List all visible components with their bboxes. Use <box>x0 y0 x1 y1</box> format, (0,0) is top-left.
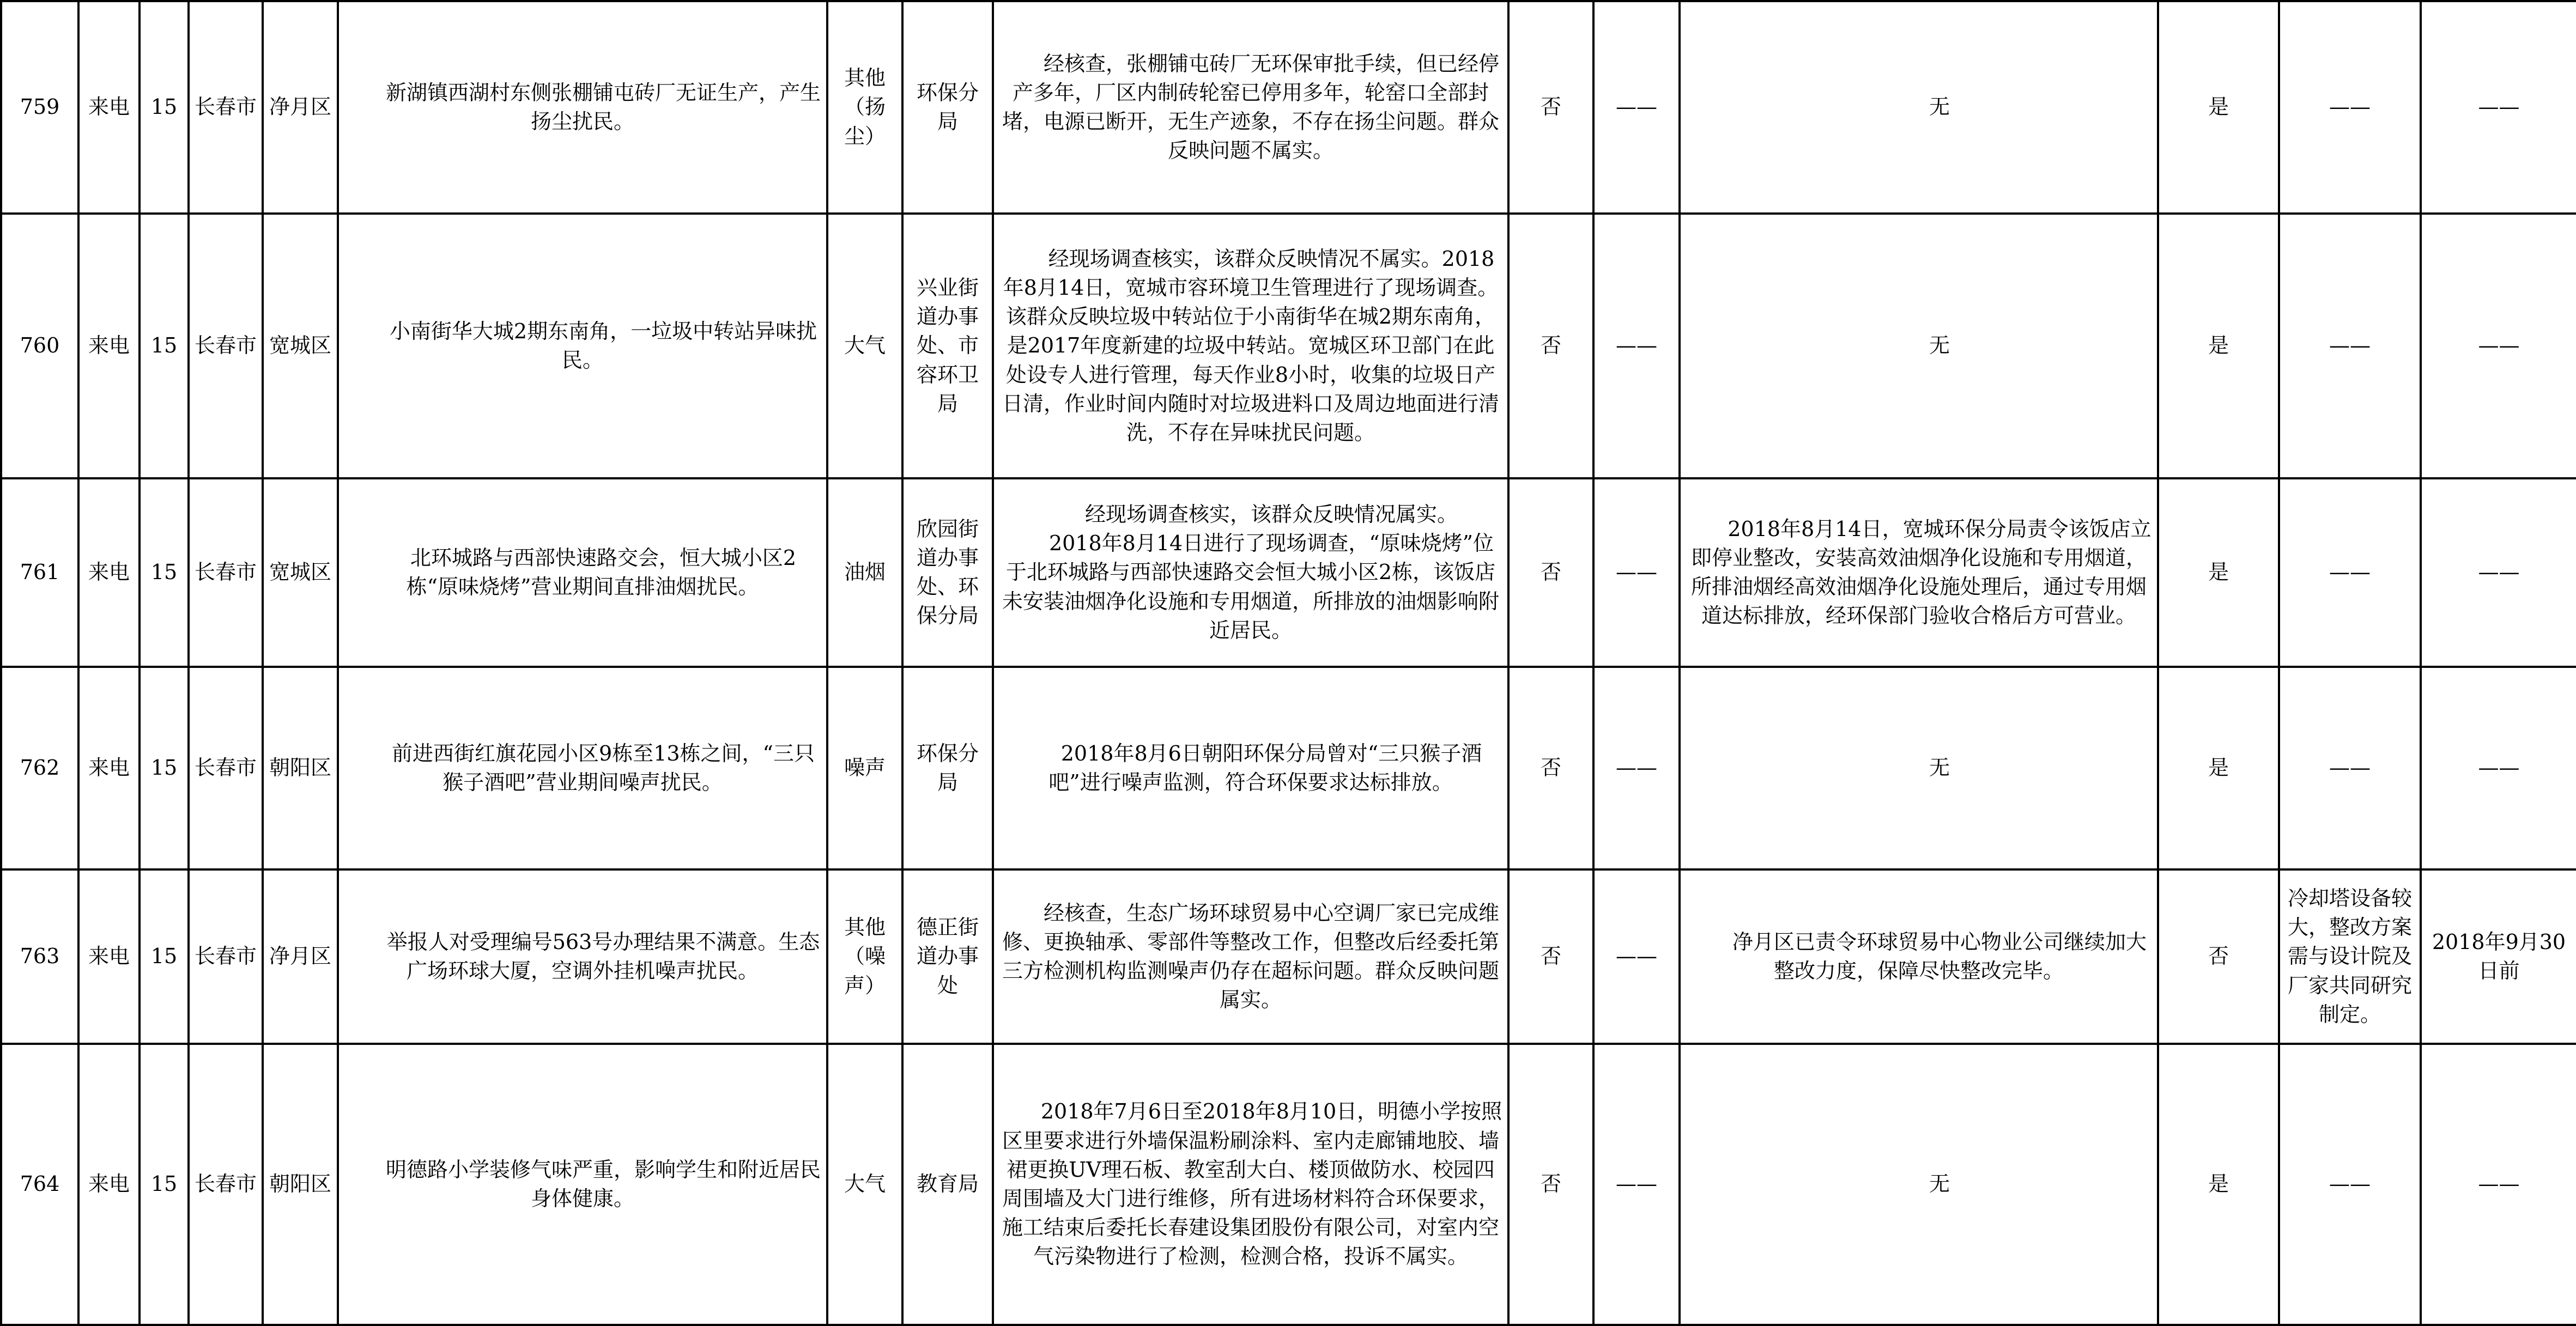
department-cell: 兴业街道办事处、市容环卫局 <box>902 214 993 478</box>
deadline-cell: —— <box>2421 1 2576 214</box>
source-cell: 来电 <box>78 1 140 214</box>
issue-cell <box>338 478 827 667</box>
rectification-cell <box>1680 869 2158 1044</box>
investigation-result-cell-paragraph: 经现场调查核实，该群众反映情况属实。 <box>1084 502 1458 527</box>
district-cell: 宽城区 <box>263 478 338 667</box>
rectification-cell-text: 无 <box>1929 756 1950 780</box>
city-cell: 长春市 <box>189 869 263 1044</box>
deadline-cell: —— <box>2421 214 2576 478</box>
issue-cell <box>338 1 827 214</box>
issue-cell-text: 明德路小学装修气味严重，影响学生和附近居民身体健康。 <box>385 1157 821 1211</box>
pollution-type-cell: 其他（噪声） <box>827 869 902 1044</box>
rectification-cell-text: 无 <box>1929 95 1950 119</box>
deadline-cell: 2018年9月30日前 <box>2421 869 2576 1044</box>
city-cell: 长春市 <box>189 667 263 869</box>
reason-cell: 冷却塔设备较大，整改方案需与设计院及厂家共同研究制定。 <box>2279 869 2421 1044</box>
rectification-cell-text: 净月区已责令环球贸易中心物业公司继续加大整改力度，保障尽快整改完毕。 <box>1732 929 2147 983</box>
reason-cell: —— <box>2279 478 2421 667</box>
reason-cell: —— <box>2279 667 2421 869</box>
rectification-cell-text: 无 <box>1929 1172 1950 1196</box>
pollution-type-cell: 噪声 <box>827 667 902 869</box>
issue-cell-text: 新湖镇西湖村东侧张棚铺屯砖厂无证生产，产生扬尘扰民。 <box>385 80 821 133</box>
row-number-cell: 760 <box>1 214 78 478</box>
city-cell: 长春市 <box>189 214 263 478</box>
table-row <box>1 1044 2576 1325</box>
dash-cell: —— <box>1593 214 1680 478</box>
row-number-cell: 762 <box>1 667 78 869</box>
batch-cell: 15 <box>140 869 189 1044</box>
rectification-cell <box>1680 478 2158 667</box>
verified-cell: 否 <box>1508 667 1593 869</box>
batch-cell: 15 <box>140 478 189 667</box>
source-cell: 来电 <box>78 478 140 667</box>
verified-cell: 否 <box>1508 869 1593 1044</box>
dash-cell: —— <box>1593 667 1680 869</box>
source-cell: 来电 <box>78 1044 140 1325</box>
investigation-result-cell-paragraph: 经核查，张棚铺屯砖厂无环保审批手续，但已经停产多年，厂区内制砖轮窑已停用多年，轮窑口全部封堵，电源已断开，无生产迹象，不存在扬尘问题。群众反映问题不属实。 <box>1002 51 1499 163</box>
pollution-type-cell: 油烟 <box>827 478 902 667</box>
investigation-result-cell <box>993 1 1508 214</box>
table-row <box>1 478 2576 667</box>
investigation-result-cell <box>993 667 1508 869</box>
deadline-cell: —— <box>2421 667 2576 869</box>
department-cell: 环保分局 <box>902 1 993 214</box>
batch-cell: 15 <box>140 1 189 214</box>
reason-cell: —— <box>2279 1 2421 214</box>
investigation-result-cell <box>993 869 1508 1044</box>
rectification-cell <box>1680 214 2158 478</box>
source-cell: 来电 <box>78 869 140 1044</box>
department-cell: 德正街道办事处 <box>902 869 993 1044</box>
table-row <box>1 1 2576 214</box>
table-row <box>1 214 2576 478</box>
row-number-cell: 763 <box>1 869 78 1044</box>
city-cell: 长春市 <box>189 1044 263 1325</box>
investigation-result-cell-paragraph: 经现场调查核实，该群众反映情况不属实。2018年8月14日，宽城市容环境卫生管理进行了现场调查。该群众反映垃圾中转站位于小南街华在城2期东南角，是2017年度新建的垃圾中转站。宽城区环卫部门在此处设专人进行管理，每天作业8小时，收集的垃圾日产日清，作业时间内随时对垃圾进料口及周边地面进行清洗，不存在异味扰民问题。 <box>1002 246 1499 445</box>
district-cell: 朝阳区 <box>263 667 338 869</box>
batch-cell: 15 <box>140 214 189 478</box>
completed-cell: 是 <box>2158 1044 2279 1325</box>
table-row <box>1 667 2576 869</box>
verified-cell: 否 <box>1508 1044 1593 1325</box>
deadline-cell: —— <box>2421 1044 2576 1325</box>
verified-cell: 否 <box>1508 1 1593 214</box>
source-cell: 来电 <box>78 667 140 869</box>
investigation-result-cell <box>993 1044 1508 1325</box>
district-cell: 净月区 <box>263 1 338 214</box>
completed-cell: 是 <box>2158 1 2279 214</box>
issue-cell-text: 北环城路与西部快速路交会，恒大城小区2栋“原味烧烤”营业期间直排油烟扰民。 <box>406 545 797 599</box>
row-number-cell: 759 <box>1 1 78 214</box>
rectification-cell <box>1680 667 2158 869</box>
batch-cell: 15 <box>140 1044 189 1325</box>
verified-cell: 否 <box>1508 214 1593 478</box>
reason-cell: —— <box>2279 214 2421 478</box>
city-cell: 长春市 <box>189 1 263 214</box>
issue-cell-text: 前进西街红旗花园小区9栋至13栋之间，“三只猴子酒吧”营业期间噪声扰民。 <box>392 741 815 794</box>
pollution-type-cell: 大气 <box>827 214 902 478</box>
completed-cell: 是 <box>2158 478 2279 667</box>
district-cell: 宽城区 <box>263 214 338 478</box>
table-body <box>1 1 2576 1325</box>
department-cell: 环保分局 <box>902 667 993 869</box>
department-cell: 欣园街道办事处、环保分局 <box>902 478 993 667</box>
dash-cell: —— <box>1593 1 1680 214</box>
issue-cell <box>338 667 827 869</box>
table-row <box>1 869 2576 1044</box>
dash-cell: —— <box>1593 1044 1680 1325</box>
rectification-cell-text: 无 <box>1929 333 1950 358</box>
source-cell: 来电 <box>78 214 140 478</box>
dash-cell: —— <box>1593 869 1680 1044</box>
batch-cell: 15 <box>140 667 189 869</box>
issue-cell <box>338 214 827 478</box>
investigation-result-cell-paragraph: 2018年7月6日至2018年8月10日，明德小学按照区里要求进行外墙保温粉刷涂料、室内走廊铺地胶、墙裙更换UV理石板、教室刮大白、楼顶做防水、校园四周围墙及大门进行维修，所有进场材料符合环保要求，施工结束后委托长春建设集团股份有限公司，对室内空气污染物进行了检测，检测合格，投诉不属实。 <box>1002 1099 1502 1269</box>
deadline-cell: —— <box>2421 478 2576 667</box>
rectification-cell <box>1680 1 2158 214</box>
investigation-result-cell <box>993 478 1508 667</box>
reason-cell: —— <box>2279 1044 2421 1325</box>
department-cell: 教育局 <box>902 1044 993 1325</box>
issue-cell <box>338 869 827 1044</box>
city-cell: 长春市 <box>189 478 263 667</box>
dash-cell: —— <box>1593 478 1680 667</box>
issue-cell <box>338 1044 827 1325</box>
investigation-result-cell <box>993 214 1508 478</box>
completed-cell: 是 <box>2158 214 2279 478</box>
row-number-cell: 764 <box>1 1044 78 1325</box>
completed-cell: 否 <box>2158 869 2279 1044</box>
district-cell: 净月区 <box>263 869 338 1044</box>
verified-cell: 否 <box>1508 478 1593 667</box>
pollution-type-cell: 大气 <box>827 1044 902 1325</box>
district-cell: 朝阳区 <box>263 1044 338 1325</box>
issue-cell-text: 小南街华大城2期东南角，一垃圾中转站异味扰民。 <box>389 319 817 372</box>
investigation-result-cell-paragraph: 经核查，生态广场环球贸易中心空调厂家已完成维修、更换轴承、零部件等整改工作，但整改后经委托第三方检测机构监测噪声仍存在超标问题。群众反映问题属实。 <box>1002 901 1499 1012</box>
rectification-cell-text: 2018年8月14日，宽城环保分局责令该饭店立即停业整改，安装高效油烟净化设施和专用烟道，所排油烟经高效油烟净化设施处理后，通过专用烟道达标排放，经环保部门验收合格后方可营业。 <box>1690 516 2151 628</box>
rectification-cell <box>1680 1044 2158 1325</box>
completed-cell: 是 <box>2158 667 2279 869</box>
issue-cell-text: 举报人对受理编号563号办理结果不满意。生态广场环球大厦，空调外挂机噪声扰民。 <box>386 929 820 983</box>
investigation-result-cell-paragraph: 2018年8月6日朝阳环保分局曾对“三只猴子酒吧”进行噪声监测，符合环保要求达标排放。 <box>1048 741 1482 794</box>
row-number-cell: 761 <box>1 478 78 667</box>
pollution-type-cell: 其他（扬尘） <box>827 1 902 214</box>
investigation-result-cell-paragraph: 2018年8月14日进行了现场调查，“原味烧烤”位于北环城路与西部快速路交会恒大城小区2栋，该饭店未安装油烟净化设施和专用烟道，所排放的油烟影响附近居民。 <box>1002 531 1499 642</box>
